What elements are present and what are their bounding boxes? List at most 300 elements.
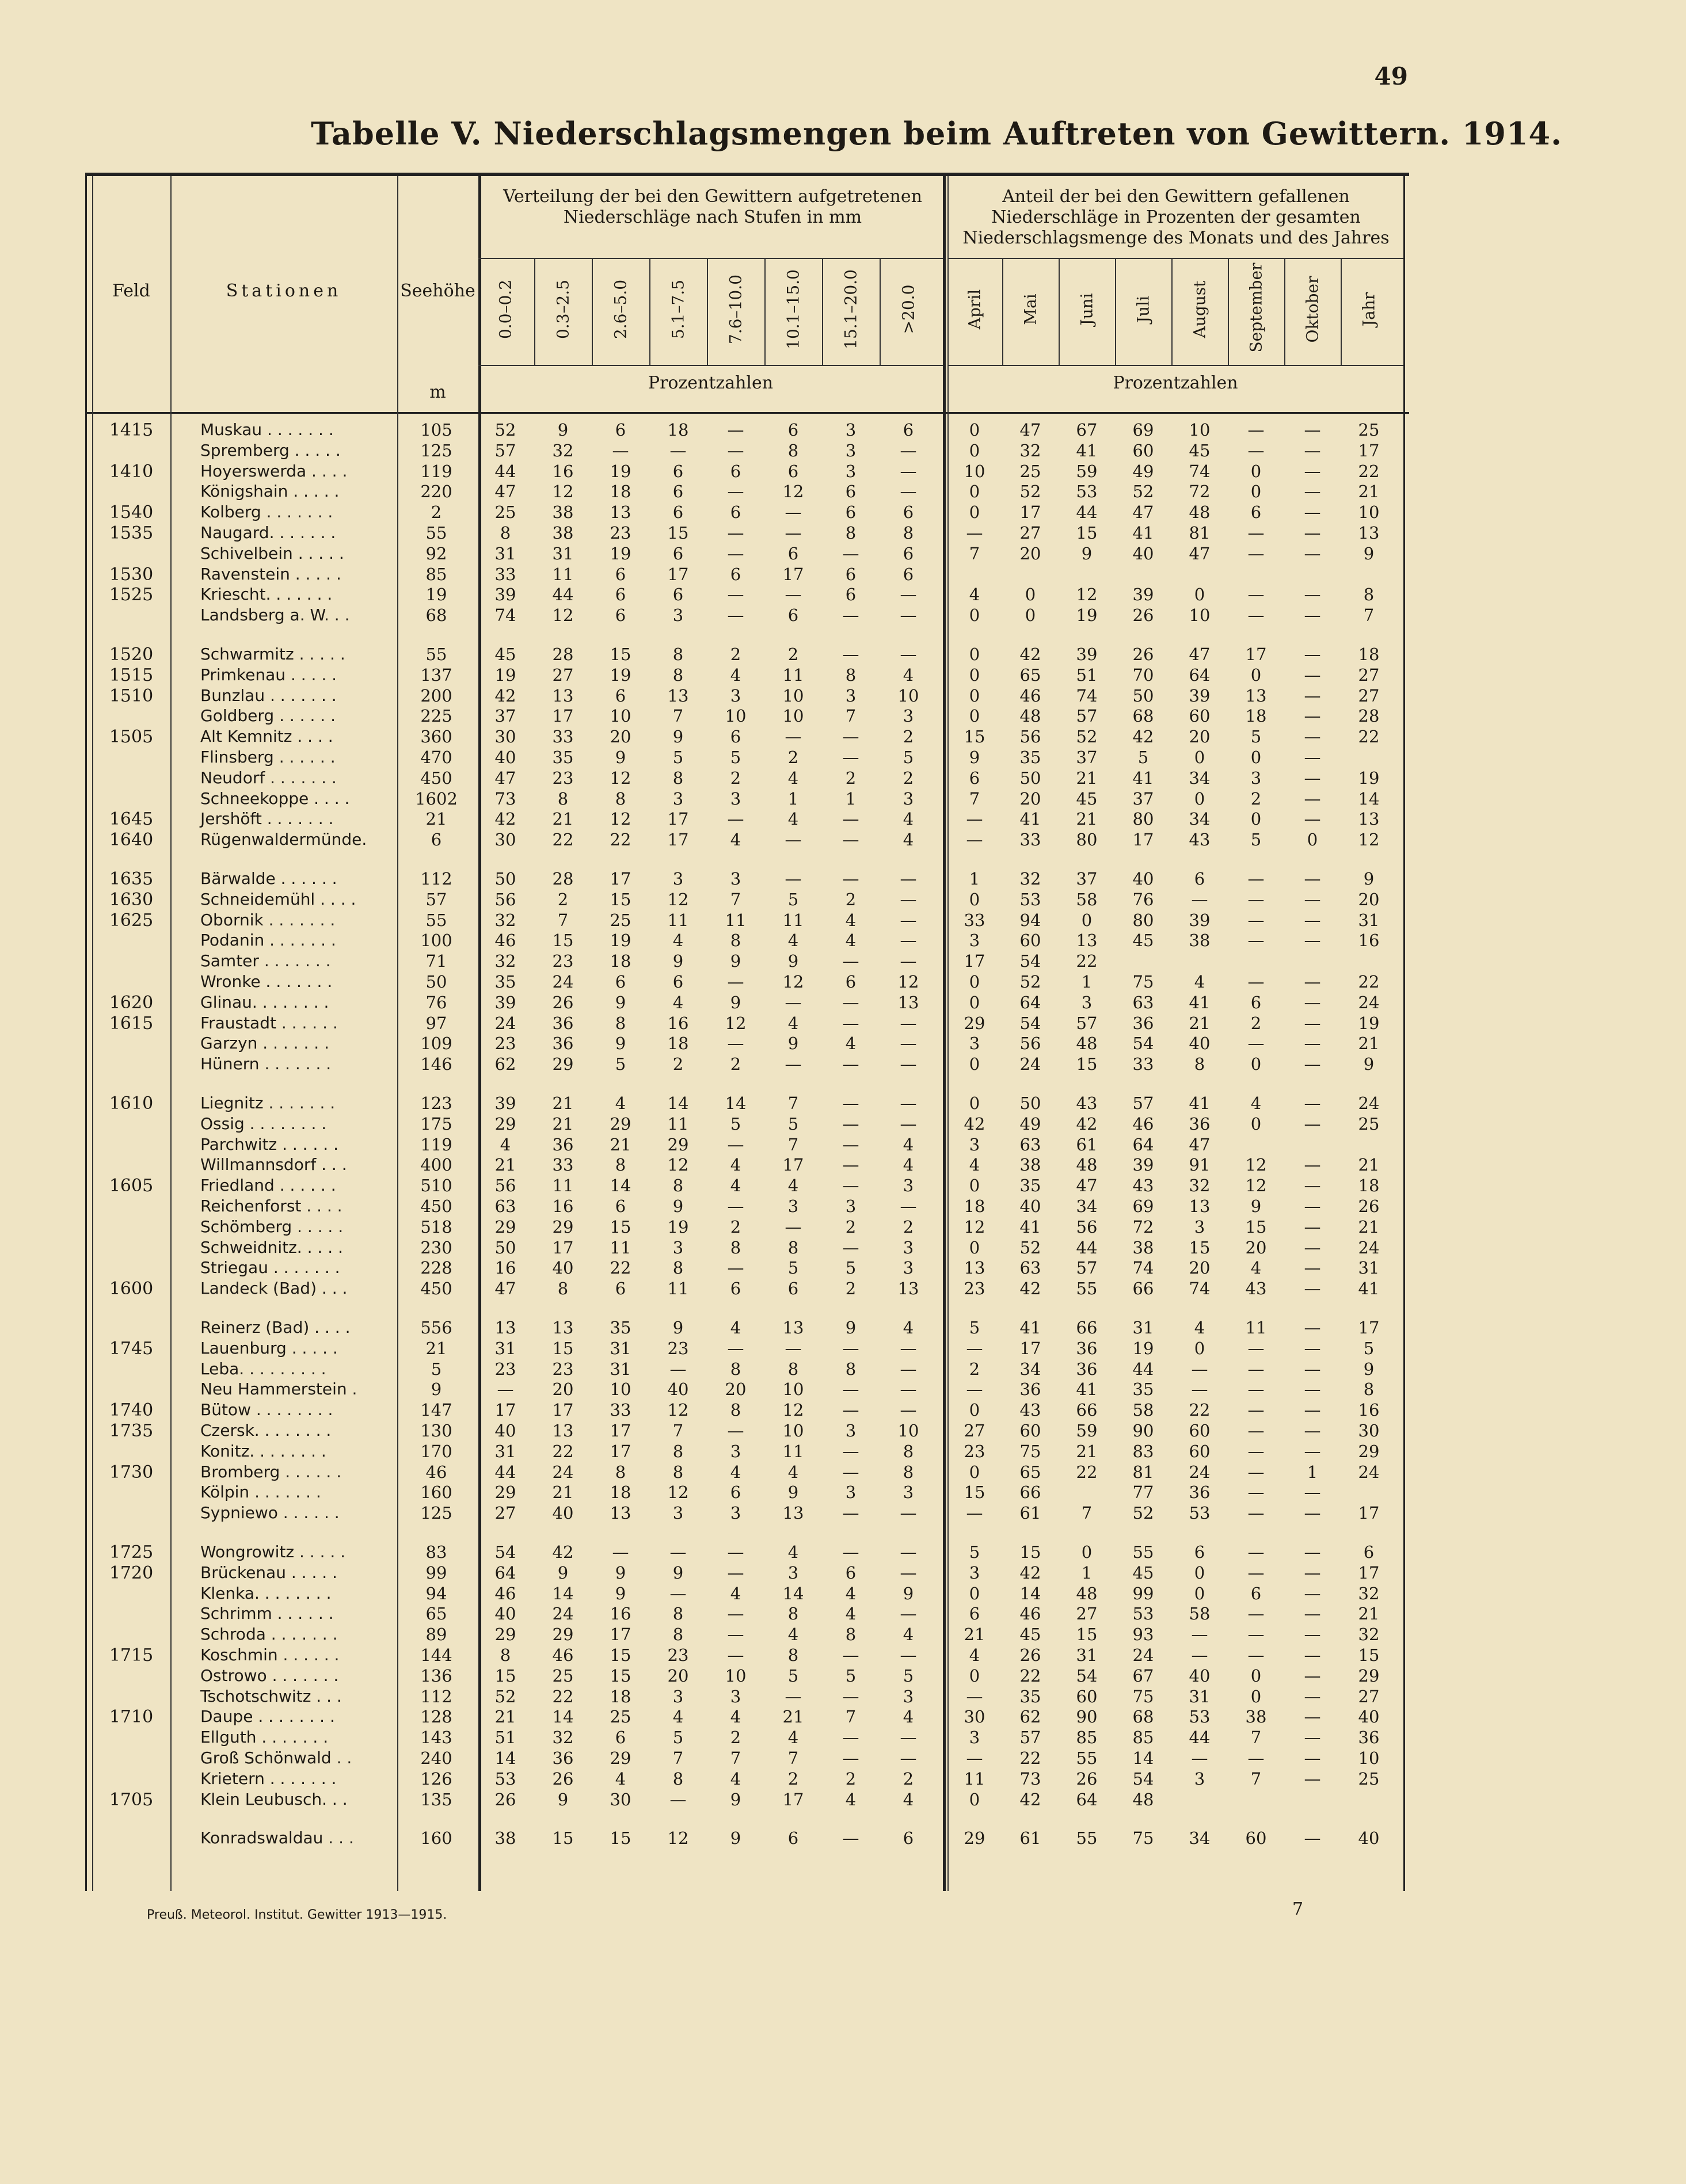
stufe-value: 4 — [903, 1707, 914, 1727]
stufe-value: — — [842, 1462, 859, 1482]
monat-value: 29 — [1358, 1441, 1380, 1461]
stufe-value: 7 — [672, 706, 684, 726]
station-name: Liegnitz . . . . . . . — [200, 1093, 336, 1112]
monat-value: 64 — [1019, 992, 1041, 1012]
stufe-value: 4 — [845, 1604, 857, 1624]
monat-value: 0 — [969, 1054, 980, 1074]
stufe-value: 3 — [672, 869, 684, 889]
monat-value: 12 — [964, 1217, 985, 1237]
stufe-value: — — [900, 1034, 917, 1054]
station-name: Bütow . . . . . . . . — [200, 1400, 333, 1420]
monat-value: 6 — [1250, 992, 1262, 1012]
monat-value: 45 — [1019, 1625, 1041, 1645]
stufe-value: 3 — [730, 1441, 741, 1461]
stufe-value: 6 — [672, 972, 684, 992]
header-group-stufen: Verteilung der bei den Gewittern aufgetretenen Niederschläge nach Stufen in mm — [503, 186, 922, 227]
stufe-value: 23 — [494, 1034, 516, 1054]
stufe-value: 15 — [610, 1217, 631, 1237]
monat-value: 1 — [1081, 972, 1093, 992]
table-row — [85, 1748, 1403, 1769]
table-row — [85, 1828, 1403, 1849]
monat-value: — — [1247, 1462, 1265, 1482]
monat-value: 8 — [1363, 585, 1375, 605]
stufe-value: 6 — [730, 727, 741, 747]
feld-number: 1510 — [109, 685, 154, 706]
monat-value: 73 — [1019, 1768, 1041, 1789]
monat-value: 48 — [1076, 1155, 1098, 1175]
stufe-value: 62 — [494, 1054, 516, 1074]
stufe-value: — — [727, 1562, 744, 1583]
stufe-value: 2 — [845, 889, 857, 909]
stufe-value: 17 — [610, 1441, 631, 1461]
monat-value: 8 — [1194, 1054, 1205, 1074]
stufe-value: 6 — [845, 564, 857, 584]
stufe-value: 9 — [672, 727, 684, 747]
stufe-value: 13 — [782, 1503, 804, 1523]
stufe-value: 4 — [845, 1583, 857, 1603]
stufe-value: 21 — [552, 1114, 574, 1134]
stufe-value: — — [785, 1338, 802, 1358]
monat-value: 3 — [969, 1134, 980, 1154]
feld-number: 1725 — [109, 1542, 154, 1562]
stufe-value: 6 — [845, 482, 857, 502]
seehoehe-value: 68 — [425, 605, 447, 626]
stufe-value: 6 — [845, 585, 857, 605]
stufe-value: 30 — [494, 830, 516, 850]
monat-value: 66 — [1076, 1400, 1098, 1420]
monat-value: — — [1247, 1748, 1265, 1768]
stufe-value: 17 — [552, 706, 574, 726]
monat-value: 0 — [1025, 585, 1036, 605]
seehoehe-value: 5 — [431, 1359, 442, 1379]
feld-number: 1740 — [109, 1400, 154, 1421]
stufe-value: — — [900, 1093, 917, 1113]
stufe-value: — — [842, 1338, 859, 1358]
seehoehe-value: 76 — [425, 992, 447, 1012]
stufe-value: — — [842, 1054, 859, 1074]
stufe-value: 22 — [552, 830, 574, 850]
stufe-value: 30 — [610, 1789, 631, 1809]
stufe-value: 3 — [730, 788, 741, 809]
stufe-value: — — [785, 727, 802, 747]
feld-number: 1630 — [109, 889, 154, 910]
monat-value: — — [1304, 972, 1321, 992]
stufe-value: 22 — [552, 1441, 574, 1461]
stufe-value: 45 — [494, 645, 516, 664]
stufe-value: 4 — [787, 1728, 799, 1748]
stufe-value: 14 — [494, 1748, 516, 1768]
monat-value: 40 — [1132, 543, 1154, 563]
stufe-value: 32 — [494, 910, 516, 930]
seehoehe-value: 65 — [425, 1604, 447, 1624]
monat-value: 65 — [1019, 665, 1041, 685]
monat-value: 27 — [1076, 1604, 1098, 1624]
stufe-value: 4 — [845, 910, 857, 930]
monat-value: 27 — [964, 1421, 985, 1440]
stufe-value: 3 — [903, 706, 914, 726]
stufe-value: 4 — [787, 809, 799, 829]
stufe-value: 4 — [903, 1789, 914, 1809]
monat-value: 43 — [1076, 1093, 1098, 1113]
stufe-value: 11 — [782, 1441, 804, 1461]
header-seehoehe-unit: m — [429, 382, 446, 402]
table-row — [85, 1482, 1403, 1503]
monat-value: 74 — [1132, 1258, 1154, 1278]
stufe-value: 50 — [494, 869, 516, 889]
stufe-value: 6 — [787, 543, 799, 563]
seehoehe-value: 450 — [420, 768, 452, 788]
feld-number: 1645 — [109, 809, 154, 830]
monat-value: 37 — [1076, 869, 1098, 889]
stufe-value: 21 — [782, 1707, 804, 1727]
station-name: Konitz. . . . . . . . — [200, 1441, 326, 1461]
monat-value: 9 — [1363, 1054, 1375, 1074]
stufe-value: 8 — [730, 1359, 741, 1379]
stufe-value: — — [900, 1542, 917, 1562]
stufe-value: — — [900, 869, 917, 889]
stufe-value: 10 — [610, 706, 631, 726]
monat-value: 0 — [969, 972, 980, 992]
stufe-value: 6 — [903, 564, 914, 584]
station-name: Neudorf . . . . . . . — [200, 768, 337, 787]
seehoehe-value: 100 — [420, 931, 452, 951]
stufe-value: 2 — [730, 645, 741, 664]
stufe-value: 29 — [552, 1625, 574, 1645]
monat-value: 10 — [1358, 1748, 1380, 1768]
stufe-value: 6 — [903, 543, 914, 563]
stufe-value: — — [900, 1338, 917, 1358]
stufe-value: — — [727, 543, 744, 563]
monat-value: 20 — [1019, 788, 1041, 809]
monat-value: 17 — [1019, 1338, 1041, 1358]
monat-value: 24 — [1019, 1054, 1041, 1074]
monat-value: 12 — [1076, 585, 1098, 605]
monat-value: 69 — [1132, 420, 1154, 440]
monat-value: — — [1304, 1279, 1321, 1299]
stufe-value: 25 — [552, 1665, 574, 1686]
monat-value: — — [1304, 1604, 1321, 1624]
monat-value: 24 — [1358, 992, 1380, 1012]
stufe-value: 25 — [494, 502, 516, 523]
stufe-value: — — [900, 1503, 917, 1523]
stufe-value: 47 — [494, 768, 516, 788]
stufe-value: 20 — [610, 727, 631, 747]
monat-value: 45 — [1132, 1562, 1154, 1583]
stufe-value: — — [727, 972, 744, 992]
monat-value: 4 — [969, 585, 980, 605]
stufe-value: 3 — [845, 420, 857, 440]
monat-value: 68 — [1132, 706, 1154, 726]
monat-value: 41 — [1132, 523, 1154, 543]
monat-value: 64 — [1132, 1134, 1154, 1154]
station-name: Reichenforst . . . . — [200, 1196, 342, 1215]
monat-value: 1 — [1081, 1562, 1093, 1583]
station-name: Striegau . . . . . . . — [200, 1258, 340, 1278]
stufe-value: 16 — [552, 461, 574, 481]
monat-value: 47 — [1019, 420, 1041, 440]
monat-value: 38 — [1132, 1237, 1154, 1257]
seehoehe-value: 6 — [431, 830, 442, 850]
monat-value: 56 — [1019, 727, 1041, 747]
stufe-value: 3 — [730, 1503, 741, 1523]
stufe-value: 3 — [730, 869, 741, 889]
monat-value: 0 — [1194, 585, 1205, 605]
monat-value: 33 — [964, 910, 985, 930]
stufe-value: 12 — [610, 809, 631, 829]
stufe-value: 5 — [845, 1665, 857, 1686]
stufe-value: — — [727, 1604, 744, 1624]
monat-value: 17 — [1132, 830, 1154, 850]
stufe-value: 11 — [782, 910, 804, 930]
monat-value: 15 — [1076, 1625, 1098, 1645]
stufe-value: 3 — [672, 1503, 684, 1523]
stufe-value: 4 — [845, 931, 857, 951]
monat-value: 37 — [1076, 748, 1098, 767]
table-row — [85, 645, 1403, 665]
seehoehe-value: 450 — [420, 1279, 452, 1299]
monat-value: — — [1191, 1748, 1208, 1768]
monat-value: — — [1304, 1421, 1321, 1440]
monat-value: — — [1247, 585, 1265, 605]
seehoehe-value: 220 — [420, 482, 452, 502]
stufe-value: 31 — [610, 1338, 631, 1358]
monat-value: 58 — [1189, 1604, 1211, 1624]
stufe-value: 12 — [667, 889, 689, 909]
stufe-value: — — [727, 523, 744, 543]
stufe-value: 42 — [494, 809, 516, 829]
seehoehe-value: 556 — [420, 1318, 452, 1337]
stufe-value: 8 — [787, 1359, 799, 1379]
stufe-value: 11 — [552, 564, 574, 584]
stufe-value: — — [900, 605, 917, 626]
station-name: Alt Kemnitz . . . . — [200, 727, 333, 746]
stufe-value: 15 — [494, 1665, 516, 1686]
stufe-value: 38 — [552, 523, 574, 543]
feld-number: 1705 — [109, 1789, 154, 1810]
monat-value: 42 — [1019, 1789, 1041, 1809]
monat-value: 44 — [1076, 502, 1098, 523]
monat-value: 12 — [1358, 830, 1380, 850]
monat-value: 17 — [1245, 645, 1267, 664]
stufe-value: 8 — [672, 1768, 684, 1789]
monat-value: — — [1304, 727, 1321, 747]
monat-value: — — [1304, 1013, 1321, 1033]
stufe-value: 4 — [730, 665, 741, 685]
monat-value: 54 — [1076, 1665, 1098, 1686]
monat-value: 0 — [969, 1583, 980, 1603]
monat-value: 31 — [1358, 1258, 1380, 1278]
stufe-value: — — [842, 1237, 859, 1257]
monat-value: 36 — [1132, 1013, 1154, 1033]
monat-value: — — [1304, 869, 1321, 889]
stufe-value: 6 — [787, 420, 799, 440]
feld-number: 1745 — [109, 1338, 154, 1359]
feld-number: 1710 — [109, 1707, 154, 1728]
monat-value: 17 — [1019, 502, 1041, 523]
monat-value: — — [1304, 685, 1321, 706]
monat-value: 7 — [1250, 1768, 1262, 1789]
monat-value: 22 — [1076, 1462, 1098, 1482]
monat-value: 3 — [1250, 768, 1262, 788]
station-name: Flinsberg . . . . . . — [200, 748, 336, 767]
stufe-value: 3 — [903, 1237, 914, 1257]
monat-value: — — [1304, 706, 1321, 726]
stufe-value: 12 — [782, 972, 804, 992]
monat-value: 58 — [1132, 1400, 1154, 1420]
stufe-value: 21 — [494, 1155, 516, 1175]
station-name: Leba. . . . . . . . . — [200, 1359, 326, 1378]
station-name: Naugard. . . . . . . — [200, 523, 336, 542]
monat-value: — — [1304, 585, 1321, 605]
stufe-value: 3 — [672, 1237, 684, 1257]
stufe-value: — — [900, 585, 917, 605]
header-monat-7: Jahr — [1359, 292, 1379, 327]
stufe-value: 17 — [782, 564, 804, 584]
station-name: Landsberg a. W. . . — [200, 605, 350, 625]
monat-value: 40 — [1189, 1034, 1211, 1054]
stufe-value: 5 — [672, 1728, 684, 1748]
monat-value: 69 — [1132, 1196, 1154, 1216]
feld-number: 1735 — [109, 1421, 154, 1441]
monat-value: 6 — [1194, 869, 1205, 889]
monat-value: 45 — [1076, 788, 1098, 809]
monat-value: 25 — [1358, 1114, 1380, 1134]
monat-value: 41 — [1132, 768, 1154, 788]
feld-number: 1605 — [109, 1176, 154, 1196]
monat-value: 0 — [969, 992, 980, 1012]
monat-value: 85 — [1076, 1728, 1098, 1748]
monat-value: — — [1304, 543, 1321, 563]
stufe-value: — — [842, 1828, 859, 1848]
stufe-value: — — [727, 1625, 744, 1645]
monat-value: — — [1304, 1034, 1321, 1054]
stufe-value: 2 — [903, 727, 914, 747]
monat-value: 2 — [1250, 788, 1262, 809]
seehoehe-value: 518 — [420, 1217, 452, 1237]
monat-value: 32 — [1019, 440, 1041, 460]
monat-value: 27 — [1358, 685, 1380, 706]
stufe-value: 22 — [610, 1258, 631, 1278]
monat-value: 0 — [1250, 748, 1262, 767]
stufe-value: 7 — [845, 1707, 857, 1727]
monat-value: 41 — [1076, 440, 1098, 460]
monat-value: 44 — [1076, 1237, 1098, 1257]
monat-value: 17 — [964, 951, 985, 971]
stufe-value: 6 — [845, 972, 857, 992]
feld-number: 1530 — [109, 564, 154, 585]
monat-value: 24 — [1358, 1462, 1380, 1482]
monat-value: 54 — [1019, 951, 1041, 971]
stufe-value: 3 — [672, 1686, 684, 1706]
monat-value: 0 — [969, 482, 980, 502]
monat-value: 94 — [1019, 910, 1041, 930]
stufe-value: 6 — [903, 420, 914, 440]
stufe-value: 18 — [667, 420, 689, 440]
stufe-value: 4 — [730, 1768, 741, 1789]
monat-value: 52 — [1132, 1503, 1154, 1523]
stufe-value: 8 — [845, 1625, 857, 1645]
stufe-value: — — [842, 1134, 859, 1154]
station-name: Spremberg . . . . . — [200, 440, 341, 460]
stufe-value: 40 — [552, 1258, 574, 1278]
monat-value: 19 — [1076, 605, 1098, 626]
stufe-value: — — [900, 910, 917, 930]
stufe-value: 52 — [494, 420, 516, 440]
monat-value: 4 — [1250, 1258, 1262, 1278]
seehoehe-value: 228 — [420, 1258, 452, 1278]
monat-value: 44 — [1132, 1359, 1154, 1379]
stufe-value: 39 — [494, 585, 516, 605]
monat-value: 67 — [1076, 420, 1098, 440]
monat-value: 7 — [1081, 1503, 1093, 1523]
stufe-value: 17 — [610, 1625, 631, 1645]
monat-value: 0 — [1194, 1338, 1205, 1358]
stufe-value: 21 — [610, 1134, 631, 1154]
stufe-value: 46 — [552, 1645, 574, 1665]
monat-value: 31 — [1132, 1318, 1154, 1337]
stufe-value: 3 — [903, 788, 914, 809]
monat-value: 20 — [1245, 1237, 1267, 1257]
monat-value: 28 — [1358, 706, 1380, 726]
monat-value: 42 — [964, 1114, 985, 1134]
monat-value: 12 — [1245, 1176, 1267, 1196]
seehoehe-value: 160 — [420, 1482, 452, 1503]
monat-value: 6 — [1250, 502, 1262, 523]
monat-value: 55 — [1076, 1828, 1098, 1848]
monat-value: — — [1304, 748, 1321, 767]
monat-value: 39 — [1189, 685, 1211, 706]
monat-value: 5 — [969, 1542, 980, 1562]
stufe-value: 3 — [787, 1196, 799, 1216]
monat-value: 0 — [969, 685, 980, 706]
stufe-value: 57 — [494, 440, 516, 460]
stufe-value: 2 — [787, 645, 799, 664]
stufe-value: 23 — [667, 1338, 689, 1358]
table-row — [85, 1359, 1403, 1380]
stufe-value: 5 — [730, 748, 741, 767]
table-row — [85, 1790, 1403, 1811]
monat-value: 31 — [1076, 1645, 1098, 1665]
header-monat-1: Mai — [1021, 294, 1040, 325]
monat-value: — — [1304, 1155, 1321, 1175]
stufe-value: 8 — [787, 1645, 799, 1665]
stufe-value: 23 — [552, 1359, 574, 1379]
header-stationen: Stationen — [226, 281, 342, 301]
monat-value: 80 — [1132, 809, 1154, 829]
monat-value: 34 — [1189, 768, 1211, 788]
stufe-value: 6 — [903, 502, 914, 523]
stufe-value: — — [785, 1686, 802, 1706]
stufe-value: 40 — [667, 1379, 689, 1400]
seehoehe-value: 55 — [425, 645, 447, 664]
monat-value: 50 — [1132, 685, 1154, 706]
monat-value: — — [1247, 931, 1265, 951]
monat-value: 27 — [1358, 1686, 1380, 1706]
header-prozentzahlen-2: Prozentzahlen — [1113, 373, 1238, 393]
monat-value: 0 — [969, 1176, 980, 1196]
monat-value: 57 — [1019, 1728, 1041, 1748]
monat-value: — — [1304, 1114, 1321, 1134]
monat-value: 3 — [969, 1562, 980, 1583]
monat-value: 0 — [969, 1400, 980, 1420]
monat-value: 47 — [1076, 1176, 1098, 1196]
stufe-value: 4 — [730, 1583, 741, 1603]
header-monat-0: April — [965, 289, 984, 330]
monat-value: 25 — [1358, 1768, 1380, 1789]
monat-value: 1 — [969, 869, 980, 889]
stufe-value: 3 — [730, 1686, 741, 1706]
stufe-value: 73 — [494, 788, 516, 809]
